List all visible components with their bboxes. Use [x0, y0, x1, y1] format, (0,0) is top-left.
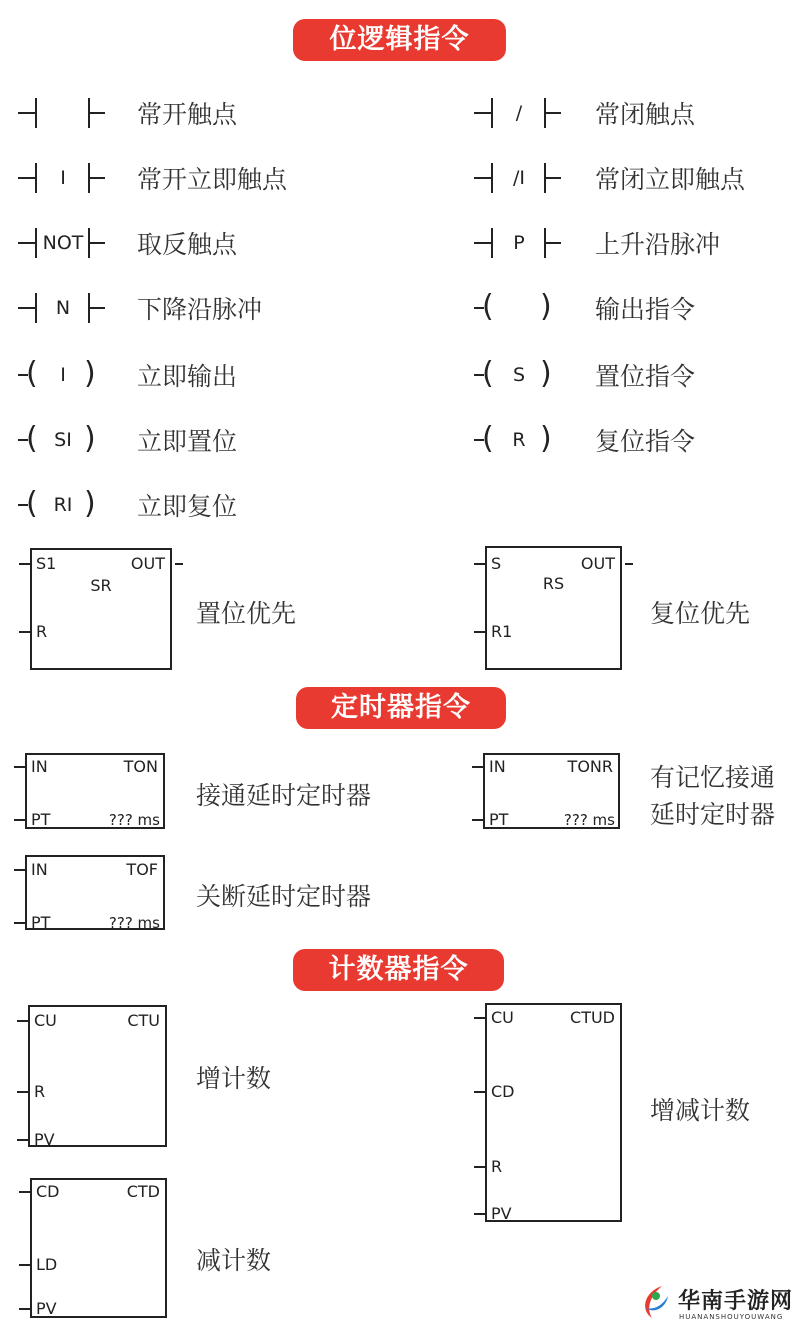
input-pin-wire [19, 563, 31, 565]
input-pin-r: R [491, 1157, 503, 1176]
sr-block [30, 548, 172, 670]
input-pin-wire [474, 1213, 486, 1215]
input-pin-s1: S1 [36, 554, 57, 573]
ctd-block [30, 1178, 167, 1318]
ctu-block [28, 1005, 167, 1147]
symbol-label: SI [54, 429, 72, 451]
input-pin-r: R [34, 1082, 46, 1101]
symbol-label: NOT [42, 232, 84, 254]
input-pin-cd: CD [491, 1082, 515, 1101]
instruction-name: 取反触点 [137, 230, 238, 259]
section-counters: 计数器指令 [293, 949, 504, 991]
input-pin-in: IN [489, 757, 506, 776]
section-bit-logic: 位逻辑指令 [293, 19, 506, 61]
coil-symbol [474, 423, 564, 457]
wire-left [18, 112, 35, 114]
ctud-description: 增减计数 [650, 1096, 751, 1125]
contact-symbol [18, 96, 108, 130]
instruction-name: 常开触点 [137, 100, 238, 129]
output-pin-wire [625, 563, 633, 565]
instruction-name: 下降沿脉冲 [137, 295, 263, 324]
symbol-label: N [55, 297, 71, 319]
input-pin-wire [17, 1091, 29, 1093]
coil-symbol [474, 291, 564, 325]
coil-paren-right: ) [84, 421, 96, 457]
coil-paren-right: ) [540, 289, 552, 325]
symbol-label: P [513, 232, 525, 254]
input-pin-in: IN [31, 757, 48, 776]
input-pin-wire [17, 1020, 29, 1022]
input-pin-cd: CD [36, 1182, 60, 1201]
symbol-label: / [515, 102, 523, 124]
input-pin-wire [474, 1017, 486, 1019]
block-type: TON [123, 757, 158, 776]
input-pin-pt: PT [489, 810, 509, 829]
symbol-label: RI [53, 494, 73, 516]
input-pin-wire [19, 631, 31, 633]
input-pin-wire [472, 766, 484, 768]
input-pin-pv: PV [36, 1299, 57, 1318]
coil-symbol [18, 423, 108, 457]
input-pin-wire [474, 1091, 486, 1093]
instruction-name: 置位指令 [595, 362, 696, 391]
input-pin-pv: PV [34, 1130, 55, 1149]
ton-description: 接通延时定时器 [196, 781, 372, 810]
preset-time: ??? ms [108, 914, 160, 932]
section-timers: 定时器指令 [296, 687, 506, 729]
input-pin-wire [19, 1191, 31, 1193]
instruction-name: 常开立即触点 [137, 165, 288, 194]
contact-symbol [18, 291, 108, 325]
input-pin-wire [19, 1308, 31, 1310]
input-pin-in: IN [31, 860, 48, 879]
coil-paren-left: ( [26, 356, 38, 392]
symbol-label: I [60, 167, 66, 189]
contact-symbol [18, 226, 108, 260]
tonr-description-line2: 延时定时器 [650, 800, 776, 829]
contact-bar-left [35, 98, 37, 128]
coil-paren-right: ) [540, 421, 552, 457]
instruction-name: 立即复位 [137, 492, 238, 521]
coil-paren-left: ( [26, 421, 38, 457]
output-pin-wire [175, 563, 183, 565]
instruction-name: 复位指令 [595, 427, 696, 456]
tonr-block [483, 753, 620, 829]
tof-description: 关断延时定时器 [196, 882, 372, 911]
input-pin-r: R [36, 622, 48, 641]
block-type: CTD [126, 1182, 160, 1201]
symbol-label: /I [512, 167, 525, 189]
block-type: TOF [126, 860, 158, 879]
block-type: TONR [567, 757, 613, 776]
input-pin-wire [14, 766, 26, 768]
coil-symbol [474, 358, 564, 392]
input-pin-pt: PT [31, 913, 51, 932]
symbol-label: I [60, 364, 66, 386]
input-pin-wire [19, 1264, 31, 1266]
input-pin-pv: PV [491, 1204, 512, 1223]
coil-symbol [18, 488, 108, 522]
output-pin-out: OUT [580, 554, 615, 573]
coil-paren-right: ) [84, 356, 96, 392]
ton-block [25, 753, 165, 829]
input-pin-wire [14, 819, 26, 821]
watermark [636, 1278, 800, 1328]
watermark-logo-icon [638, 1282, 672, 1322]
instruction-name: 常闭触点 [595, 100, 696, 129]
preset-time: ??? ms [108, 811, 160, 829]
block-type: RS [542, 574, 565, 593]
block-type: SR [90, 576, 112, 595]
coil-paren-left: ( [482, 289, 494, 325]
contact-symbol [18, 161, 108, 195]
coil-symbol [18, 358, 108, 392]
coil-paren-left: ( [482, 421, 494, 457]
coil-paren-left: ( [26, 486, 38, 522]
contact-symbol [474, 96, 564, 130]
ctud-block [485, 1003, 622, 1222]
rs-block [485, 546, 622, 670]
rs-description: 复位优先 [650, 599, 751, 628]
instruction-name: 上升沿脉冲 [595, 230, 721, 259]
watermark-name: 华南手游网 [678, 1289, 794, 1314]
block-type: CTUD [570, 1008, 615, 1027]
input-pin-wire [14, 869, 26, 871]
instruction-name: 输出指令 [595, 295, 696, 324]
watermark-sub: HUANANSHOUYOUWANG [679, 1313, 784, 1321]
input-pin-ld: LD [36, 1255, 58, 1274]
contact-symbol [474, 226, 564, 260]
input-pin-wire [474, 563, 486, 565]
tonr-description-line1: 有记忆接通 [650, 763, 776, 792]
input-pin-r1: R1 [491, 622, 513, 641]
coil-paren-right: ) [540, 356, 552, 392]
input-pin-cu: CU [34, 1011, 57, 1030]
input-pin-wire [17, 1139, 29, 1141]
input-pin-wire [474, 631, 486, 633]
wire-right [88, 112, 105, 114]
input-pin-wire [474, 1166, 486, 1168]
ctd-description: 减计数 [196, 1246, 272, 1275]
output-pin-out: OUT [130, 554, 165, 573]
symbol-label: R [512, 429, 526, 451]
sr-description: 置位优先 [196, 599, 297, 628]
instruction-name: 常闭立即触点 [595, 165, 746, 194]
ctu-description: 增计数 [196, 1064, 272, 1093]
symbol-label: S [512, 364, 526, 386]
tof-block [25, 855, 165, 930]
input-pin-wire [14, 922, 26, 924]
input-pin-cu: CU [491, 1008, 514, 1027]
coil-paren-right: ) [84, 486, 96, 522]
preset-time: ??? ms [563, 811, 615, 829]
input-pin-s: S [491, 554, 502, 573]
input-pin-wire [472, 819, 484, 821]
block-type: CTU [127, 1011, 160, 1030]
input-pin-pt: PT [31, 810, 51, 829]
instruction-name: 立即输出 [137, 362, 238, 391]
contact-symbol [474, 161, 564, 195]
instruction-name: 立即置位 [137, 427, 238, 456]
coil-paren-left: ( [482, 356, 494, 392]
